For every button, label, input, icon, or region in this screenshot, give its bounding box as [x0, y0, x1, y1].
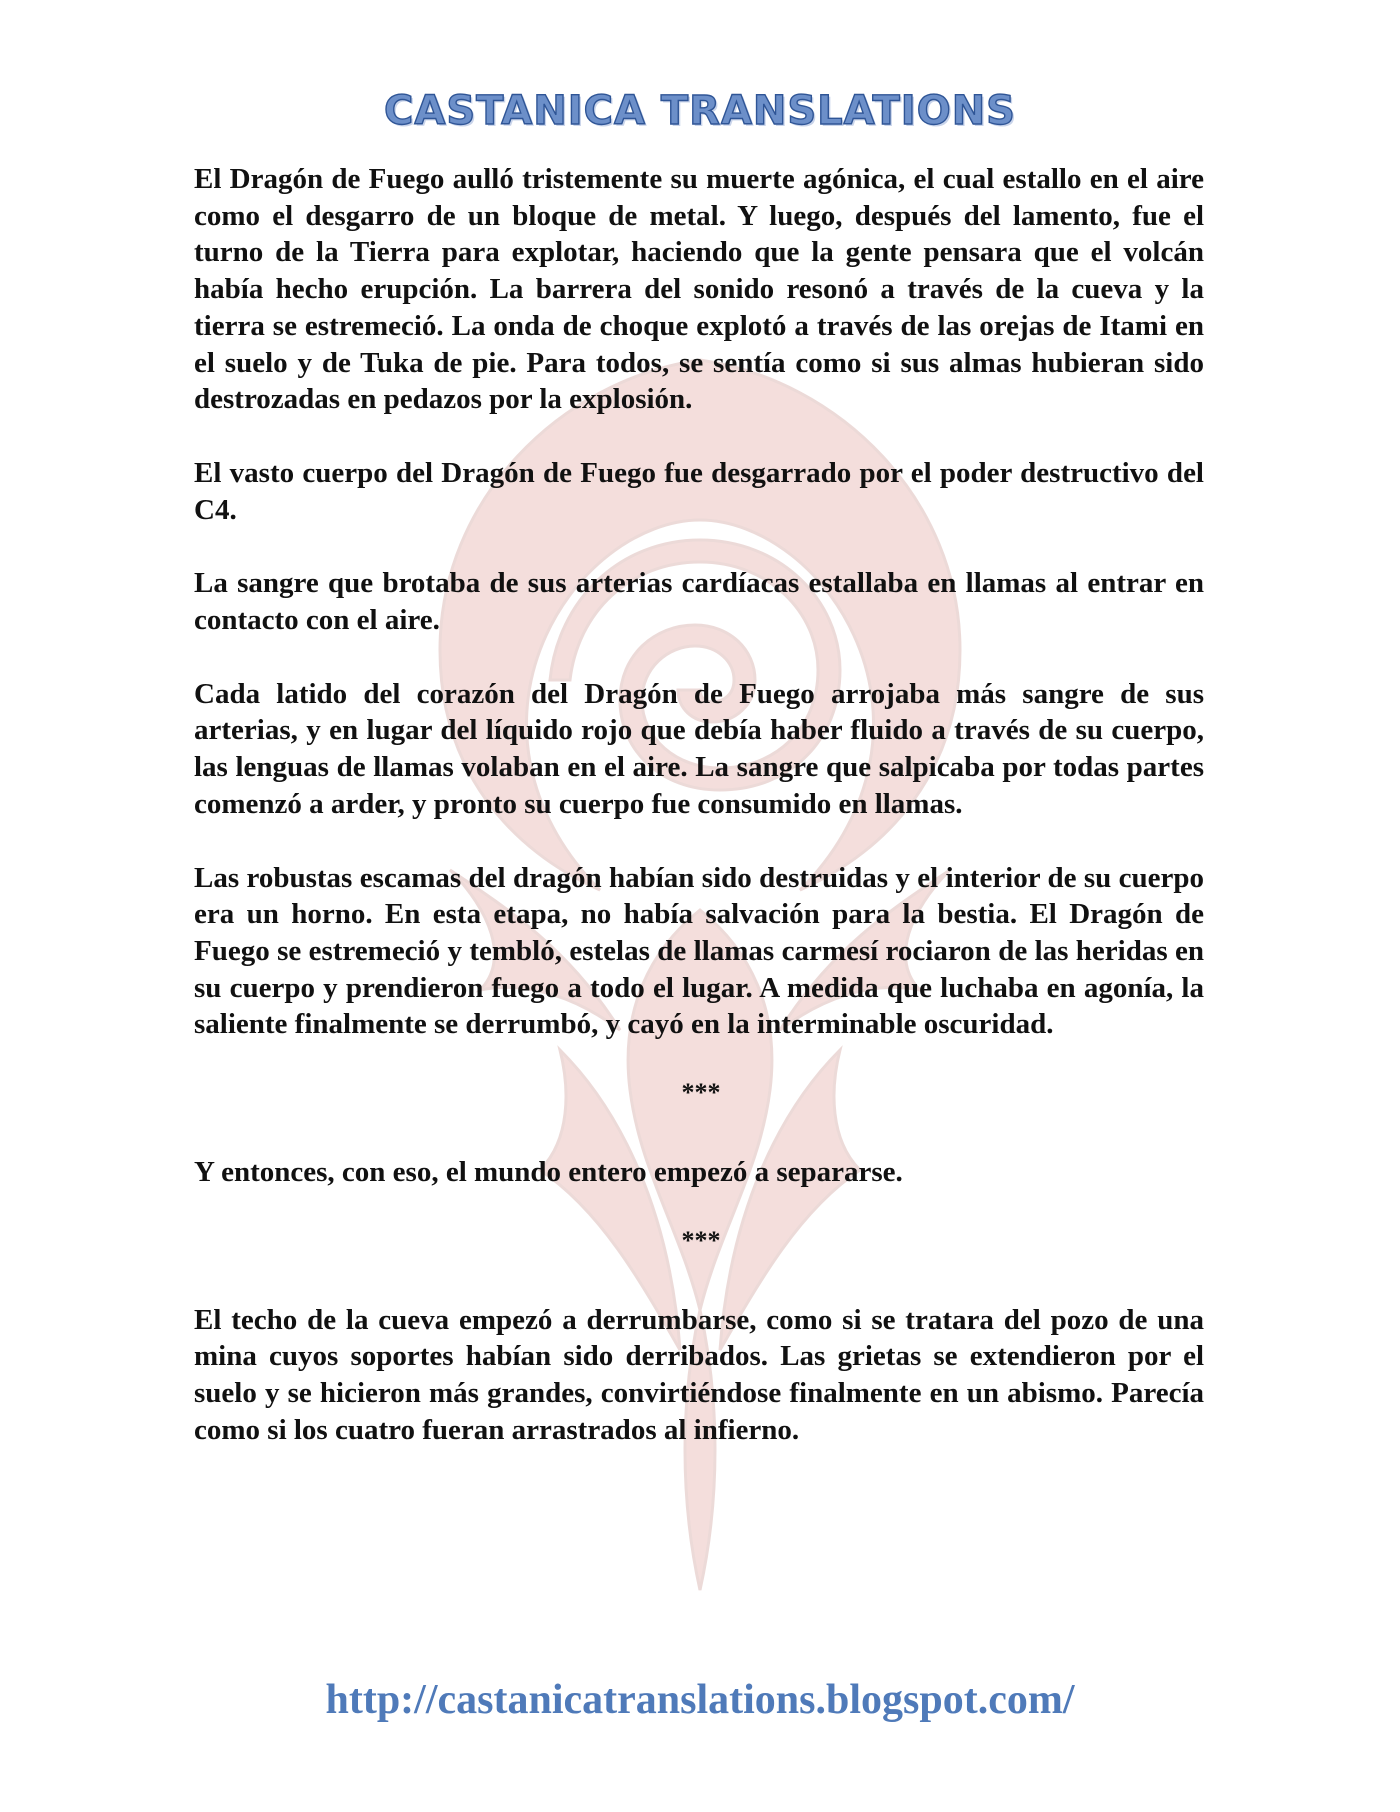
scene-separator: ***	[681, 1225, 721, 1255]
paragraph: El vasto cuerpo del Dragón de Fuego fue desgarrado por el poder destructivo del C4.	[194, 456, 1204, 526]
footer-url-link[interactable]: http://castanicatranslations.blogspot.com/	[325, 1677, 1075, 1723]
paragraph: El Dragón de Fuego aulló tristemente su muerte agónica, el cual estallo en el aire como el desgarro de un bloque de metal. Y luego, después del lamento, fue el turno de la Tierra para explotar, haciendo que la gente pensara que el volcán había hecho erupción. La barrera del sonido resonó a través de la cueva y la tierra se estremeció. La onda de choque explotó a través de las orejas de Itami en el suelo y de Tuka de pie. Para todos, se sentía como si sus almas hubieran sido destrozadas en pedazos por la explosión.	[194, 163, 1204, 416]
page-title: CASTANICA TRANSLATIONS	[384, 88, 1016, 134]
paragraph: El techo de la cueva empezó a derrumbarse, como si se tratara del pozo de una mina cuyos soportes habían sido derribados. Las grietas se extendieron por el suelo y se hicieron más grandes, convirtiéndose finalmente en un abismo. Parecía como si los cuatro fueran arrastrados al infierno.	[194, 1303, 1204, 1446]
paragraph: Las robustas escamas del dragón habían sido destruidas y el interior de su cuerpo era un horno. En esta etapa, no había salvación para la bestia. El Dragón de Fuego se estremeció y tembló, estelas de llamas carmesí rociaron de las heridas en su cuerpo y prendieron fuego a todo el lugar. A medida que luchaba en agonía, la saliente finalmente se derrumbó, y cayó en la interminable oscuridad.	[194, 861, 1204, 1041]
paragraph: Y entonces, con eso, el mundo entero empezó a separarse.	[194, 1156, 903, 1189]
paragraph: La sangre que brotaba de sus arterias cardíacas estallaba en llamas al entrar en contacto con el aire.	[194, 567, 1204, 637]
paragraph: Cada latido del corazón del Dragón de Fuego arrojaba más sangre de sus arterias, y en lugar del líquido rojo que debía haber fluido a través de su cuerpo, las lenguas de llamas volaban en el aire. La sangre que salpicaba por todas partes comenzó a arder, y pronto su cuerpo fue consumido en llamas.	[194, 677, 1204, 820]
document-body	[194, 161, 1204, 1486]
scene-separator: ***	[681, 1078, 721, 1108]
